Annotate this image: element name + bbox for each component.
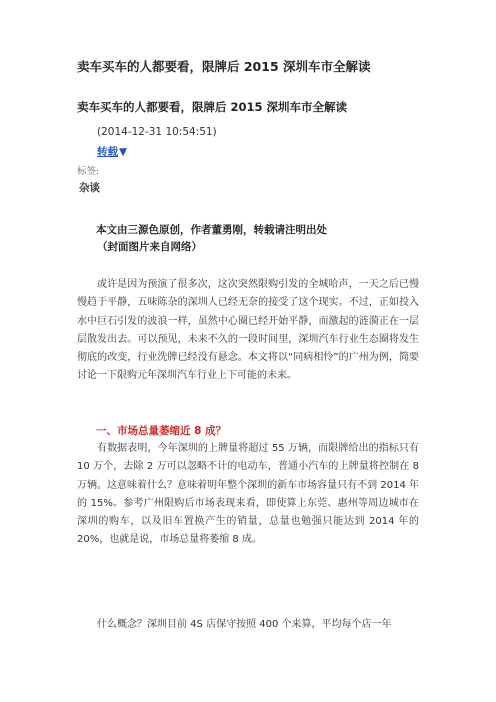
intro-statement: 本文由三源色原创，作者董勇刚，转载请注明出处 [96,224,327,236]
dropdown-arrow-icon: ▼ [119,146,128,158]
section-heading-1: 一、市场总量萎缩近 8 成？ [96,425,227,437]
post-date: (2014-12-31 10:54:51) [97,126,217,138]
document-title: 卖车买车的人都要看，限牌后 2015 深圳车市全解读 [77,59,371,74]
paragraph-1: 或许是因为预演了很多次，这次突然限购引发的全城哈声，一天之后已慢慢趋于平静，五味陈杂的深圳人已经无奈的接受了这个现实。不过，正如投入水中巨石引发的波浪一样，虽然中心圈已经开始平静，而激起的涟漪正在一层层散发出去。可以预见，未来不久的一段时间里，深圳汽车行业生态圈将发生彻底的改变，行业洗牌已经没有悬念。本文将以“同病相怜”的广州为例，简要讨论一下限购元年深圳汽车行业上下可能的未来。 [77,279,419,382]
tags-label: 标签: [77,166,100,177]
paragraph-3: 什么概念？深圳目前 4S 店保守按照 400 个来算，平均每个店一年 [97,619,392,630]
image-credit: （封面图片来自网络） [97,241,202,253]
repost-label: 转载 [97,146,118,158]
paragraph-2: 有数据表明，今年深圳的上牌量将超过 55 万辆，而限牌给出的指标只有 10 万个，去除 2 万可以忽略不计的电动车，普通小汽车的上牌量将控制在 8 万辆。这意味着什么？意味着明年整个深圳的新车市场容量只有不到 2014 年的 15%。参考广州限购后市场表现来看，即使算上东莞、惠州等周边城市在深圳的购车，以及旧车置换产生的销量，总量也勉强只能达到 2014 年的 20%，也就是说，市场总量将萎缩 8 成。 [77,443,419,546]
tag-link[interactable]: 杂谈 [79,182,100,194]
post-title: 卖车买车的人都要看，限牌后 2015 深圳车市全解读 [77,100,348,114]
repost-link[interactable] [97,144,127,159]
